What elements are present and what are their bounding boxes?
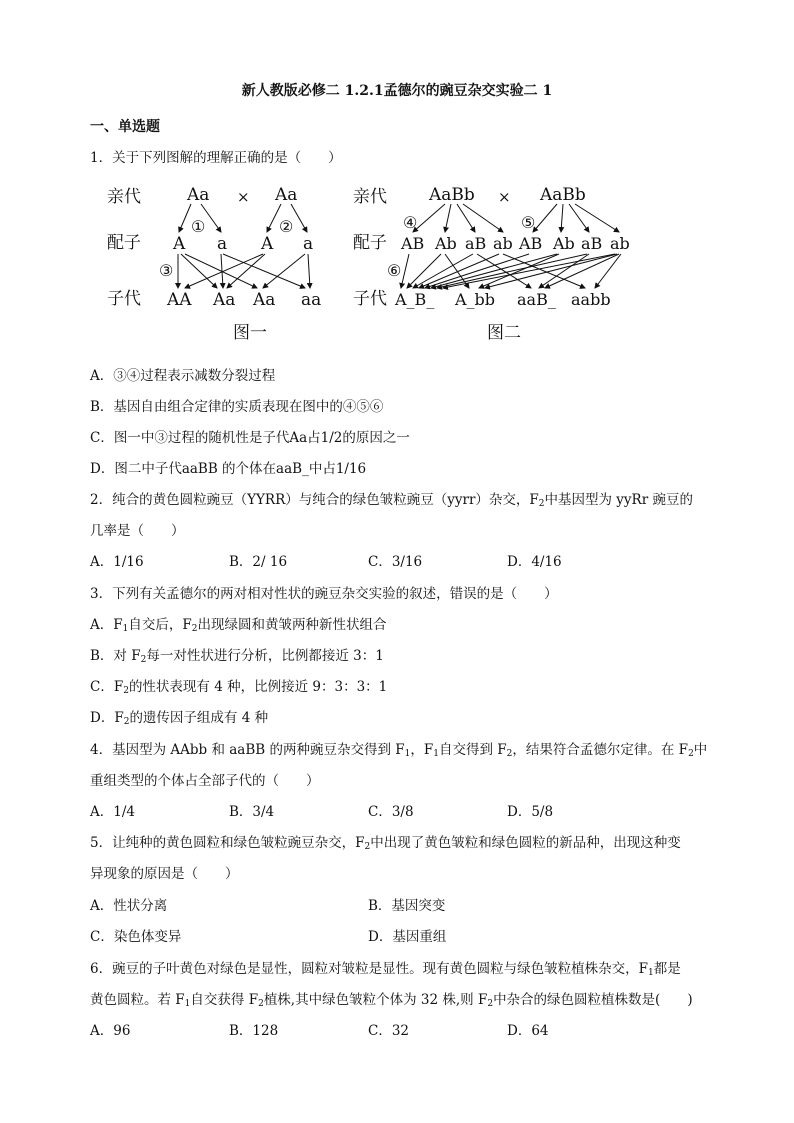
- text: ，F: [410, 742, 434, 758]
- fig1-offspring: aa: [301, 290, 322, 310]
- question-1-option-b: B．基因自由组合定律的实质表现在图中的④⑤⑥: [90, 399, 384, 415]
- question-4-option-a: A．1/4: [90, 804, 135, 820]
- subscript: 2: [364, 842, 371, 852]
- question-5-option-d: D．基因重组: [368, 929, 447, 945]
- fig2-gamete: aB: [465, 234, 487, 253]
- section-heading: 一、单选题: [90, 119, 160, 135]
- fig2-label-parent: 亲代: [353, 187, 387, 207]
- text: 植株,其中绿色皱粒个体为 32 株,则 F: [263, 992, 488, 1008]
- text: C．F: [90, 679, 124, 695]
- question-4-option-c: C．3/8: [368, 804, 414, 820]
- text: 4．基因型为 AAbb 和 aaBB 的两种豌豆杂交得到 F: [90, 742, 405, 758]
- fig2-gamete: aB: [581, 234, 603, 253]
- fig1-gamete: a: [217, 234, 228, 254]
- question-5-option-b: B．基因突变: [368, 898, 446, 914]
- fig1-gamete: a: [303, 234, 314, 254]
- subscript: 2: [688, 749, 694, 759]
- question-3-option-d: [90, 706, 268, 726]
- fig2-cross-sign: ×: [498, 188, 511, 206]
- question-2-option-a: A．1/16: [90, 554, 144, 570]
- text: B．对 F: [90, 648, 141, 664]
- text: 自交获得 F: [190, 992, 259, 1008]
- text: 的遗传因子组成有 4 种: [129, 710, 269, 726]
- subscript: 2: [258, 999, 264, 1009]
- text: 6．豌豆的子叶黄色对绿色是显性，圆粒对皱粒是显性。现有黄色圆粒与绿色皱粒植株杂交，F: [90, 961, 648, 977]
- question-3-option-a: [90, 613, 386, 633]
- fig2-step-5: ⑤: [521, 213, 536, 232]
- fig1-parent1: Aa: [187, 185, 210, 205]
- text: ，结果符合孟德尔定律。在 F: [512, 742, 689, 758]
- fig2-gamete: Ab: [435, 234, 457, 253]
- question-4-stem-cont: 重组类型的个体占全部子代的（ ）: [90, 773, 320, 789]
- question-3-stem: 3．下列有关孟德尔的两对相对性状的豌豆杂交实验的叙述，错误的是（ ）: [90, 586, 558, 602]
- subscript: 1: [122, 624, 129, 634]
- text: 中: [693, 742, 708, 758]
- text: 都是: [653, 961, 681, 977]
- question-6-stem-cont: [90, 988, 693, 1008]
- fig1-step-1: ①: [191, 217, 206, 236]
- fig2-step-6: ⑥: [387, 261, 402, 280]
- question-2-stem-cont: 几率是（ ）: [90, 523, 185, 539]
- fig1-gamete: A: [173, 234, 186, 254]
- fig2-step-4: ④: [403, 213, 418, 232]
- text: 中出现了黄色皱粒和绿色圆粒的新品种，出现这种变: [370, 835, 681, 851]
- question-3-option-b: [90, 644, 384, 664]
- question-2-option-b: B．2/ 16: [229, 554, 288, 570]
- question-4-option-b: B．3/4: [229, 804, 275, 820]
- question-1-option-d: D．图二中子代aaBB 的个体在aaB_中占1/16: [90, 461, 367, 477]
- subscript: 2: [123, 717, 130, 727]
- question-2-option-d: D．4/16: [507, 554, 562, 570]
- question-2-stem: 2．纯合的黄色圆粒豌豆（YYRR）与纯合的绿色皱粒豌豆（yyrr）杂交，$F_2$中基因型为 yyRr 豌豆的: [90, 492, 693, 509]
- genetics-cross-diagram: [95, 178, 640, 343]
- question-4-option-d: D．5/8: [507, 804, 554, 820]
- question-1-stem: 1．关于下列图解的理解正确的是（ ）: [90, 150, 342, 166]
- fig1-step-3: ③: [159, 261, 174, 280]
- subscript: 1: [404, 749, 411, 759]
- fig2-gamete: AB: [519, 234, 543, 253]
- question-2-option-c: C．3/16: [368, 554, 423, 570]
- fig1-parent2: Aa: [275, 185, 298, 205]
- q2-stem-text: 中基因型为 yyRr 豌豆的: [544, 492, 693, 508]
- text: A．F: [90, 617, 123, 633]
- text: 自交后，F: [128, 617, 192, 633]
- text: 的性状表现有 4 种，比例接近 9：3：3：1: [128, 679, 388, 695]
- text: 每一对性状进行分析，比例都接近 3：1: [146, 648, 384, 664]
- fig2-offspring: aabb: [571, 290, 611, 309]
- q2-stem-text: 2．纯合的黄色圆粒豌豆（YYRR）与纯合的绿色皱粒豌豆（yyrr）杂交，: [90, 492, 530, 508]
- fig2-offspring: A_B_: [395, 290, 435, 309]
- text: 自交得到 F: [438, 742, 507, 758]
- subscript: 1: [433, 749, 439, 759]
- text: 黄色圆粒。若 F: [90, 992, 185, 1008]
- fig2-label-gamete: 配子: [353, 233, 387, 253]
- question-5-option-c: C．染色体变异: [90, 929, 182, 945]
- question-6-option-d: D．64: [507, 1023, 549, 1039]
- subscript: 2: [191, 624, 198, 634]
- subscript: 2: [506, 749, 513, 759]
- fig2-offspring: A_bb: [455, 290, 496, 309]
- question-6-option-a: A．96: [90, 1023, 131, 1039]
- question-3-option-c: [90, 675, 387, 695]
- question-5-stem: [90, 831, 681, 851]
- fig2-label-offspring: 子代: [353, 289, 387, 309]
- fig1-label-gamete: 配子: [107, 233, 141, 253]
- question-6-stem: [90, 957, 681, 977]
- fig1-offspring: Aa: [253, 290, 276, 310]
- fig1-offspring: AA: [167, 290, 192, 310]
- fig1-caption: 图一: [233, 323, 267, 343]
- fig1-gamete: A: [261, 234, 274, 254]
- fig1-label-offspring: 子代: [107, 289, 141, 309]
- fig2-parent2: AaBb: [540, 185, 586, 205]
- fig2-gamete: Ab: [553, 234, 575, 253]
- fig2-caption: 图二: [487, 323, 521, 343]
- fig1-step-2: ②: [279, 217, 294, 236]
- question-5-option-a: A．性状分离: [90, 898, 168, 914]
- question-1-option-a: A．③④过程表示减数分裂过程: [90, 368, 276, 384]
- text: 中杂合的绿色圆粒植株数是( ): [493, 992, 693, 1008]
- fig2-gamete: AB: [401, 234, 425, 253]
- subscript: 2: [140, 655, 147, 665]
- fig2-gamete: ab: [610, 234, 630, 253]
- fig2-offspring: aaB_: [517, 290, 556, 309]
- question-6-option-c: C．32: [368, 1023, 410, 1039]
- subscript: 2: [123, 686, 129, 696]
- page-title: 新人教版必修二 1.2.1孟德尔的豌豆杂交实验二 1: [241, 83, 553, 99]
- question-6-option-b: B．128: [229, 1023, 279, 1039]
- question-4-stem: [90, 738, 707, 758]
- subscript: 1: [184, 999, 191, 1009]
- question-5-stem-cont: 异现象的原因是（ ）: [90, 866, 239, 882]
- fig1-offspring: Aa: [213, 290, 236, 310]
- fig2-gamete: ab: [493, 234, 513, 253]
- fig2-parent1: AaBb: [429, 185, 475, 205]
- fig1-cross-sign: ×: [237, 188, 250, 206]
- text: D．F: [90, 710, 124, 726]
- text: 出现绿圆和黄皱两种新性状组合: [197, 617, 387, 633]
- text: 5．让纯种的黄色圆粒和绿色皱粒豌豆杂交，F: [90, 835, 365, 851]
- question-1-option-c: C．图一中③过程的随机性是子代Aa占1/2的原因之一: [90, 430, 410, 446]
- subscript: 2: [487, 999, 494, 1009]
- subscript: 1: [647, 968, 654, 978]
- fig1-label-parent: 亲代: [107, 187, 141, 207]
- subscript: 2: [538, 499, 545, 509]
